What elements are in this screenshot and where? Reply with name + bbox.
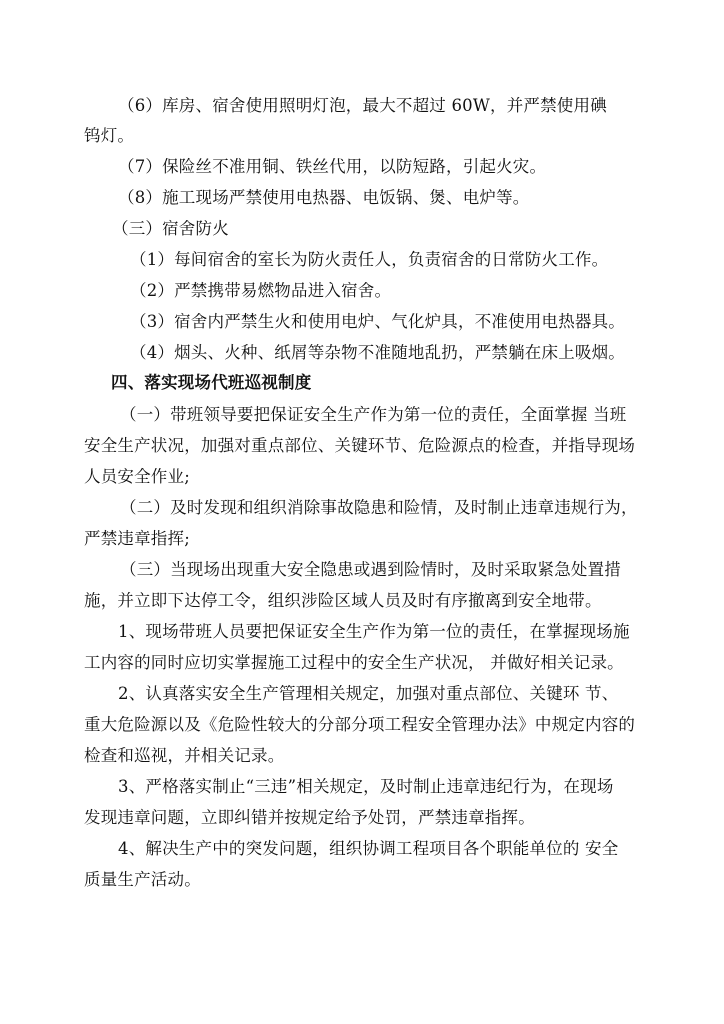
text-line: （一）带班领导要把保证安全生产作为第一位的责任，全面掌握 当班 [120, 405, 627, 424]
text-line: 施，并立即下达停工令，组织涉险区域人员及时有序撤离到安全地带。 [84, 591, 602, 610]
text-line: （三）当现场出现重大安全隐患或遇到险情时，及时采取紧急处置措 [120, 560, 621, 579]
text-line: 工内容的同时应切实掌握施工过程中的安全生产状况， 并做好相关记录。 [84, 653, 624, 672]
text-line: （4）烟头、火种、纸屑等杂物不准随地乱扔，严禁躺在床上吸烟。 [130, 343, 625, 362]
text-line: 2、认真落实安全生产管理相关规定，加强对重点部位、关键环 节、 [118, 684, 619, 703]
text-line: （8）施工现场严禁使用电热器、电饭锅、煲、电炉等。 [118, 188, 530, 207]
text-line: （二）及时发现和组织消除事故隐患和险情，及时制止违章违规行为， [120, 498, 638, 517]
section-heading: 四、落实现场代班巡视制度 [111, 373, 312, 392]
text-line: （6）库房、宿舍使用照明灯泡，最大不超过 60W，并严禁使用碘 [118, 96, 607, 115]
text-line: （3）宿舍内严禁生火和使用电炉、气化炉具，不准使用电热器具。 [130, 312, 625, 331]
text-line: （1）每间宿舍的室长为防火责任人，负责宿舍的日常防火工作。 [130, 250, 609, 269]
text-line: （2）严禁携带易燃物品进入宿舍。 [130, 281, 392, 300]
text-line: 4、解决生产中的突发问题，组织协调工程项目各个职能单位的 安全 [118, 839, 619, 858]
text-line: 严禁违章指挥; [84, 529, 190, 548]
text-line: 质量生产活动。 [84, 870, 201, 889]
text-line: 1、现场带班人员要把保证安全生产作为第一位的责任，在掌握现场施 [118, 622, 630, 641]
text-line: 3、严格落实制止“三违”相关规定，及时制止违章违纪行为，在现场 [118, 777, 614, 796]
text-line: 人员安全作业; [84, 467, 190, 486]
section-heading: （三）宿舍防火 [112, 219, 229, 238]
text-line: 安全生产状况，加强对重点部位、关键环节、危险源点的检查，并指导现场 [84, 436, 636, 455]
text-line: 检查和巡视，并相关记录。 [84, 746, 285, 765]
text-line: 发现违章问题，立即纠错并按规定给予处罚，严禁违章指挥。 [84, 808, 535, 827]
text-line: 钨灯。 [84, 126, 135, 145]
text-line: （7）保险丝不准用铜、铁丝代用，以防短路，引起火灾。 [118, 157, 547, 176]
text-line: 重大危险源以及《危险性较大的分部分项工程安全管理办法》中规定内容的 [84, 715, 636, 734]
